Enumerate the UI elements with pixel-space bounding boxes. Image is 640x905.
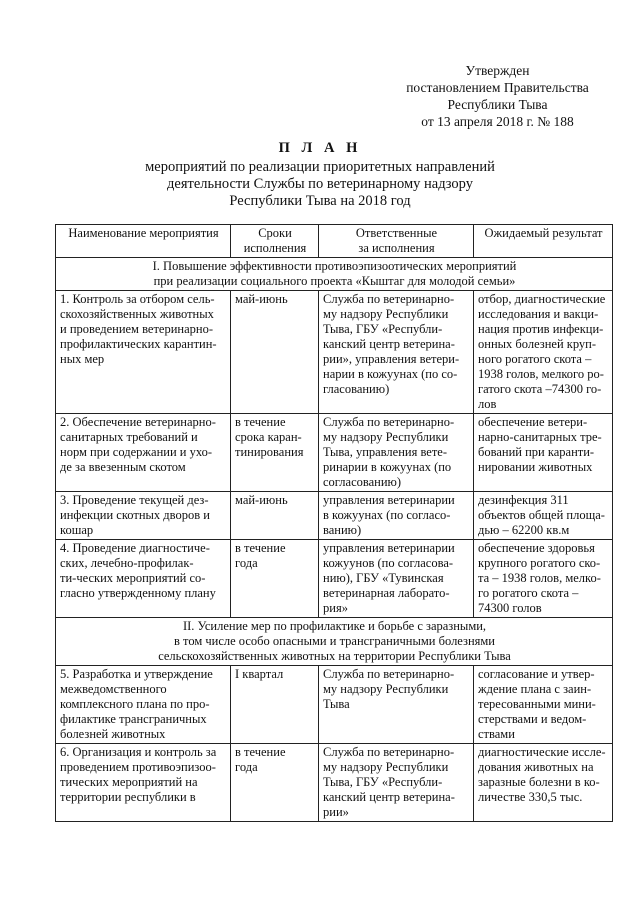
cell-line: рии» bbox=[323, 805, 349, 819]
document-title bbox=[110, 140, 530, 210]
cell-activity bbox=[56, 744, 231, 822]
title-line: мероприятий по реализации приоритетных направлений bbox=[145, 159, 495, 175]
cell-line: гласованию) bbox=[323, 382, 390, 396]
cell-line: I квартал bbox=[235, 667, 284, 681]
approval-line: от 13 апреля 2018 г. № 188 bbox=[421, 114, 574, 129]
cell-line: и проведением ветеринарно- bbox=[60, 322, 214, 336]
title-line: Республики Тыва на 2018 год bbox=[229, 193, 411, 209]
cell-line: ждение плана с заин- bbox=[478, 682, 592, 696]
cell-line: 6. Организация и контроль за bbox=[60, 745, 217, 759]
cell-line: му надзору Республики bbox=[323, 760, 449, 774]
cell-responsible bbox=[319, 540, 474, 618]
cell-result bbox=[474, 291, 613, 414]
cell-line: инфекции скотных дворов и bbox=[60, 508, 210, 522]
header-responsible: Ответственные за исполнения bbox=[319, 225, 474, 258]
cell-line: санитарных требований и bbox=[60, 430, 198, 444]
cell-line: лов bbox=[478, 397, 497, 411]
cell-activity bbox=[56, 666, 231, 744]
cell-line: скохозяйственных животных bbox=[60, 307, 214, 321]
cell-line: заразные болезни в ко- bbox=[478, 775, 600, 789]
section-heading-line: II. Усиление мер по профилактике и борьбе с заразными, bbox=[182, 619, 487, 633]
section-heading bbox=[56, 258, 613, 291]
cell-line: 2. Обеспечение ветеринарно- bbox=[60, 415, 216, 429]
cell-line: тинирования bbox=[235, 445, 304, 459]
table-row bbox=[56, 744, 613, 822]
cell-line: филактике трансграничных bbox=[60, 712, 207, 726]
cell-line: тических мероприятий на bbox=[60, 775, 198, 789]
cell-line: территории республики в bbox=[60, 790, 196, 804]
cell-line: Служба по ветеринарно- bbox=[323, 667, 455, 681]
cell-deadline bbox=[231, 291, 319, 414]
cell-line: нарно-санитарных тре- bbox=[478, 430, 602, 444]
plan-table bbox=[55, 224, 613, 822]
cell-deadline bbox=[231, 666, 319, 744]
cell-line: Тыва, ГБУ «Республи- bbox=[323, 322, 443, 336]
cell-deadline bbox=[231, 540, 319, 618]
cell-line: года bbox=[235, 556, 258, 570]
cell-line: обеспечение здоровья bbox=[478, 541, 595, 555]
cell-result bbox=[474, 744, 613, 822]
cell-line: 3. Проведение текущей дез- bbox=[60, 493, 209, 507]
section-heading-line: в том числе особо опасными и трансграничными болезнями bbox=[174, 634, 495, 648]
cell-line: отбор, диагностические bbox=[478, 292, 606, 306]
cell-line: та – 1938 голов, мелко- bbox=[478, 571, 601, 585]
cell-line: му надзору Республики bbox=[323, 430, 449, 444]
cell-line: ного рогатого скота – bbox=[478, 352, 592, 366]
cell-line: ствами bbox=[478, 727, 515, 741]
cell-result bbox=[474, 492, 613, 540]
cell-line: май-июнь bbox=[235, 493, 288, 507]
cell-line: стерствами и ведом- bbox=[478, 712, 587, 726]
section-heading-line: I. Повышение эффективности противоэпизоотических мероприятий bbox=[152, 259, 517, 273]
cell-line: ветеринарная лаборато- bbox=[323, 586, 450, 600]
cell-line: нию), ГБУ «Тувинская bbox=[323, 571, 444, 585]
cell-line: крупного рогатого ско- bbox=[478, 556, 601, 570]
cell-line: канский центр ветерина- bbox=[323, 790, 455, 804]
cell-responsible bbox=[319, 291, 474, 414]
cell-line: профилактических карантин- bbox=[60, 337, 217, 351]
cell-line: года bbox=[235, 760, 258, 774]
cell-line: 4. Проведение диагностиче- bbox=[60, 541, 210, 555]
header-result: Ожидаемый результат bbox=[474, 225, 613, 258]
cell-activity bbox=[56, 291, 231, 414]
cell-line: бований при каранти- bbox=[478, 445, 595, 459]
cell-line: рии», управления ветери- bbox=[323, 352, 460, 366]
table-row bbox=[56, 540, 613, 618]
plan-heading: П Л А Н bbox=[278, 140, 362, 156]
cell-result bbox=[474, 666, 613, 744]
cell-line: в течение bbox=[235, 415, 286, 429]
approval-block bbox=[385, 62, 610, 130]
cell-line: кошар bbox=[60, 523, 94, 537]
cell-responsible bbox=[319, 492, 474, 540]
table-row bbox=[56, 291, 613, 414]
cell-line: рия» bbox=[323, 601, 348, 615]
cell-line: му надзору Республики bbox=[323, 307, 449, 321]
cell-line: дью – 62200 кв.м bbox=[478, 523, 570, 537]
section-heading-line: при реализации социального проекта «Кыштаг для молодой семьи» bbox=[153, 274, 516, 288]
cell-line: Тыва bbox=[323, 697, 350, 711]
cell-line: Служба по ветеринарно- bbox=[323, 745, 455, 759]
cell-responsible bbox=[319, 666, 474, 744]
title-line: деятельности Службы по ветеринарному надзору bbox=[167, 176, 473, 192]
section-heading-row bbox=[56, 618, 613, 666]
cell-line: ванию) bbox=[323, 523, 362, 537]
cell-line: нировании животных bbox=[478, 460, 593, 474]
cell-deadline bbox=[231, 744, 319, 822]
cell-line: личестве 330,5 тыс. bbox=[478, 790, 583, 804]
cell-line: 1. Контроль за отбором сель- bbox=[60, 292, 215, 306]
cell-line: объектов общей площа- bbox=[478, 508, 605, 522]
table-row bbox=[56, 492, 613, 540]
section-heading bbox=[56, 618, 613, 666]
cell-line: Тыва, ГБУ «Республи- bbox=[323, 775, 443, 789]
cell-line: обеспечение ветери- bbox=[478, 415, 588, 429]
approval-line: Республики Тыва bbox=[447, 97, 548, 112]
cell-result bbox=[474, 414, 613, 492]
cell-line: ринарии в кожуунах (по bbox=[323, 460, 452, 474]
cell-deadline bbox=[231, 492, 319, 540]
cell-line: го рогатого скота – bbox=[478, 586, 579, 600]
section-heading-line: сельскохозяйственных животных на территории Республики Тыва bbox=[158, 649, 511, 663]
cell-line: дезинфекция 311 bbox=[478, 493, 569, 507]
cell-responsible bbox=[319, 744, 474, 822]
section-heading-row bbox=[56, 258, 613, 291]
cell-line: ти-ческих мероприятий со- bbox=[60, 571, 206, 585]
cell-line: управления ветеринарии bbox=[323, 493, 455, 507]
cell-line: исследования и вакци- bbox=[478, 307, 599, 321]
cell-deadline bbox=[231, 414, 319, 492]
cell-line: май-июнь bbox=[235, 292, 288, 306]
cell-result bbox=[474, 540, 613, 618]
cell-line: в кожуунах (по согласо- bbox=[323, 508, 451, 522]
cell-activity bbox=[56, 414, 231, 492]
cell-line: управления ветеринарии bbox=[323, 541, 455, 555]
cell-line: ных мер bbox=[60, 352, 105, 366]
approval-line: постановлением Правительства bbox=[406, 80, 589, 95]
cell-line: диагностические иссле- bbox=[478, 745, 606, 759]
table-header-row bbox=[56, 225, 613, 258]
cell-line: Служба по ветеринарно- bbox=[323, 415, 455, 429]
cell-line: тересованными мини- bbox=[478, 697, 596, 711]
cell-line: канский центр ветерина- bbox=[323, 337, 455, 351]
cell-line: норм при содержании и ухо- bbox=[60, 445, 213, 459]
cell-line: Тыва, управления вете- bbox=[323, 445, 448, 459]
cell-activity bbox=[56, 492, 231, 540]
cell-line: нация против инфекци- bbox=[478, 322, 604, 336]
cell-line: 1938 голов, мелкого ро- bbox=[478, 367, 604, 381]
cell-line: му надзору Республики bbox=[323, 682, 449, 696]
header-deadline: Сроки исполнения bbox=[231, 225, 319, 258]
cell-line: 74300 голов bbox=[478, 601, 542, 615]
table-row bbox=[56, 666, 613, 744]
cell-line: Служба по ветеринарно- bbox=[323, 292, 455, 306]
table-row bbox=[56, 414, 613, 492]
cell-line: нарии в кожуунах (по со- bbox=[323, 367, 458, 381]
cell-line: онных болезней круп- bbox=[478, 337, 597, 351]
approval-line: Утвержден bbox=[465, 63, 530, 78]
cell-line: ских, лечебно-профилак- bbox=[60, 556, 194, 570]
cell-line: в течение bbox=[235, 541, 286, 555]
cell-line: проведением противоэпизоо- bbox=[60, 760, 216, 774]
header-activity: Наименование мероприятия bbox=[56, 225, 231, 258]
cell-line: болезней животных bbox=[60, 727, 166, 741]
cell-line: де за ввезенным скотом bbox=[60, 460, 186, 474]
cell-line: в течение bbox=[235, 745, 286, 759]
cell-line: 5. Разработка и утверждение bbox=[60, 667, 213, 681]
cell-line: срока каран- bbox=[235, 430, 302, 444]
cell-line: дования животных на bbox=[478, 760, 594, 774]
cell-responsible bbox=[319, 414, 474, 492]
cell-line: кожуунов (по согласова- bbox=[323, 556, 454, 570]
cell-line: согласованию) bbox=[323, 475, 402, 489]
cell-line: гласно утвержденному плану bbox=[60, 586, 216, 600]
cell-activity bbox=[56, 540, 231, 618]
cell-line: комплексного плана по про- bbox=[60, 697, 210, 711]
cell-line: гатого скота –74300 го- bbox=[478, 382, 602, 396]
cell-line: межведомственного bbox=[60, 682, 167, 696]
cell-line: согласование и утвер- bbox=[478, 667, 595, 681]
